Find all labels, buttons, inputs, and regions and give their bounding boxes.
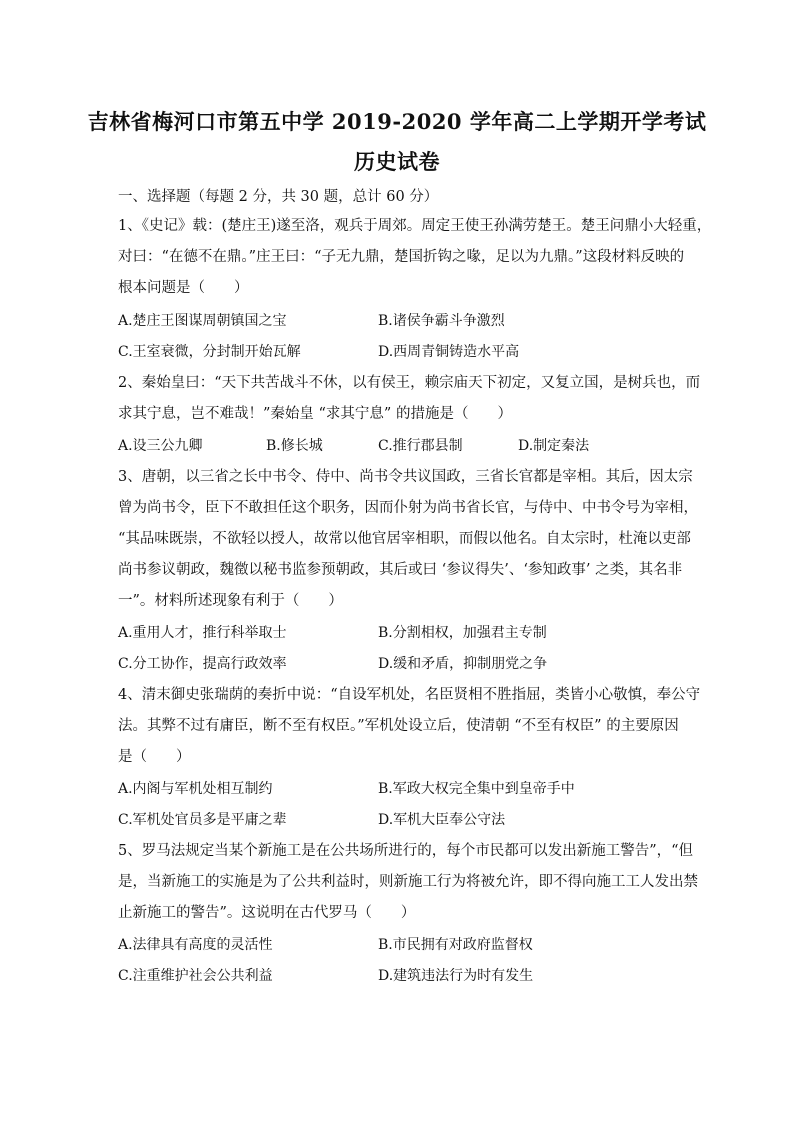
q1-line-1: 1、《史记》载：(楚庄王)遂至洛，观兵于周郊。周定王使王孙满劳楚王。楚王问鼎小大轻重， [118,218,712,234]
q4-option-c: C.军机处官员多是平庸之辈 [118,812,287,828]
q4-line-2: 法。其弊不过有庸臣，断不至有权臣。”军机处设立后，使清朝 “不至有权臣” 的主要原因 [118,718,679,734]
q3-line-4: 尚书参议朝政，魏徵以秘书监参预朝政，其后或曰 ‘参议得失’、‘参知政事’ 之类，其名非 [118,562,683,578]
q3-line-3: “其品味既崇，不欲轻以授人，故常以他官居宰相职，而假以他名。自太宗时，杜淹以吏部 [118,531,691,547]
q2-option-b: B.修长城 [266,438,323,454]
q3-option-a: A.重用人才，推行科举取士 [118,625,287,641]
q2-line-1: 2、秦始皇曰：“天下共苦战斗不休，以有侯王，赖宗庙天下初定，又复立国，是树兵也，而 [118,375,701,391]
section-heading: 一、选择题（每题 2 分，共 30 题，总计 60 分） [118,189,439,205]
q5-option-c: C.注重维护社会公共利益 [118,968,273,984]
q2-option-c: C.推行郡县制 [378,438,463,454]
q5-option-a: A.法律具有高度的灵活性 [118,937,273,953]
q4-line-3: 是（ ） [118,749,191,765]
q3-line-2: 曾为尚书令，臣下不敢担任这个职务，因而仆射为尚书省长官，与侍中、中书令号为宰相， [118,500,698,516]
q1-line-2: 对曰：“在德不在鼎。”庄王曰：“子无九鼎，楚国折钩之喙，足以为九鼎。”这段材料反映的 [118,249,685,265]
q5-line-1: 5、罗马法规定当某个新施工是在公共场所进行的，每个市民都可以发出新施工警告”，“但 [118,843,694,859]
q2-option-a: A.设三公九卿 [118,438,203,454]
q3-line-1: 3、唐朝，以三省之长中书令、侍中、尚书令共议国政，三省长官都是宰相。其后，因太宗 [118,469,693,485]
q4-line-1: 4、清末御史张瑞荫的奏折中说：“自设军机处，名臣贤相不胜指屈，类皆小心敬慎，奉公守 [118,687,701,703]
q5-option-d: D.建筑违法行为时有发生 [378,968,534,984]
exam-subtitle: 历史试卷 [354,149,440,174]
q3-line-5: 一”。材料所述现象有利于（ ） [118,593,343,609]
q1-option-d: D.西周青铜铸造水平高 [378,344,520,360]
q1-line-3: 根本问题是（ ） [118,280,249,296]
q3-option-b: B.分割相权，加强君主专制 [378,625,547,641]
q3-option-c: C.分工协作，提高行政效率 [118,656,287,672]
q5-line-3: 止新施工的警告”。这说明在古代罗马（ ） [118,905,416,921]
q1-option-c: C.王室衰微，分封制开始瓦解 [118,344,301,360]
q3-option-d: D.缓和矛盾，抑制朋党之争 [378,656,548,672]
q5-line-2: 是，当新施工的实施是为了公共利益时，则新施工行为将被允许，即不得向施工工人发出禁 [118,874,698,890]
q4-option-b: B.军政大权完全集中到皇帝手中 [378,781,575,797]
q2-line-2: 求其宁息，岂不难哉！”秦始皇 “求其宁息” 的措施是（ ） [118,406,512,422]
q5-option-b: B.市民拥有对政府监督权 [378,937,533,953]
q1-option-b: B.诸侯争霸斗争激烈 [378,313,505,329]
q4-option-d: D.军机大臣奉公守法 [378,812,506,828]
q1-option-a: A.楚庄王图谋周朝镇国之宝 [118,313,287,329]
exam-title: 吉林省梅河口市第五中学 2019-2020 学年高二上学期开学考试 [87,109,707,134]
q4-option-a: A.内阁与军机处相互制约 [118,781,273,797]
q2-option-d: D.制定秦法 [518,438,590,454]
